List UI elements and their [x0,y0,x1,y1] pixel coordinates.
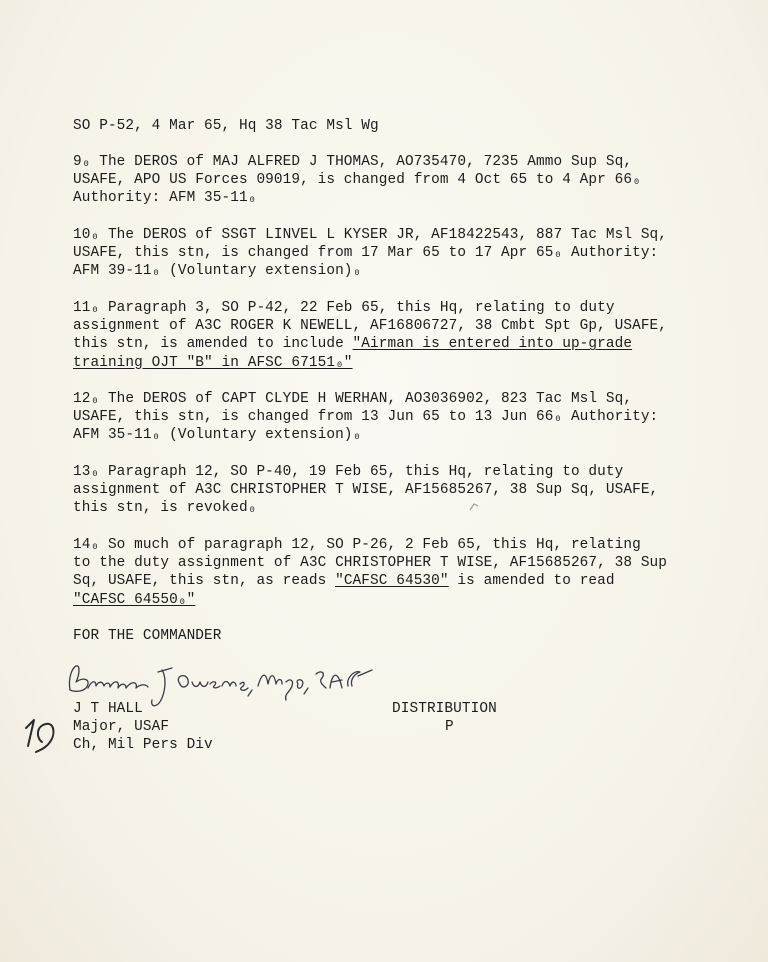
signer-name: J T HALL [73,701,143,717]
paragraph-14-line-3-end: is amended to read [448,573,615,590]
paragraph-10-line-1: 10₀ The DEROS of SSGT LINVEL L KYSER JR, AF18422543, 887 Tac Msl Sq, [73,227,668,243]
paragraph-13-line-2: assignment of A3C CHRISTOPHER T WISE, AF15685267, 38 Sup Sq, USAFE, [73,482,659,499]
paragraph-14-line-1: 14₀ So much of paragraph 12, SO P-26, 2 Feb 65, this Hq, relating [73,537,641,553]
paragraph-12 [73,390,723,445]
paragraph-9-line-3: Authority: AFM 35-11₀ [73,190,257,207]
paragraph-14-line-2: to the duty assignment of A3C CHRISTOPHER T WISE, AF15685267, 38 Sup [73,555,668,572]
paragraph-13-line-3: this stn, is revoked₀ [73,500,257,517]
paragraph-14 [73,536,723,609]
paragraph-11-line-1: 11₀ Paragraph 3, SO P-42, 22 Feb 65, this Hq, relating to duty [73,300,615,316]
signer-office: Ch, Mil Pers Div [73,737,213,754]
paragraph-9-line-2: USAFE, APO US Forces 09019, is changed from 4 Oct 65 to 4 Apr 66₀ [73,172,641,189]
paragraph-11-amendment-part-2: training OJT "B" in AFSC 67151₀" [73,354,353,371]
handwritten-margin-number [22,712,66,756]
paragraph-9 [73,153,723,208]
signer-rank: Major, USAF [73,719,170,736]
distribution-code: P [445,719,454,735]
paragraph-14-line-3: Sq, USAFE, this stn, as reads [73,573,336,590]
paragraph-12-line-3: AFM 35-11₀ (Voluntary extension)₀ [73,427,362,444]
order-header: SO P-52, 4 Mar 65, Hq 38 Tac Msl Wg [73,118,379,134]
paragraph-11-line-3: this stn, is amended to include [73,336,353,353]
paragraph-10-line-2: USAFE, this stn, is changed from 17 Mar 65 to 17 Apr 65₀ Authority: [73,245,659,262]
paragraph-14-new-cafsc: "CAFSC 64550₀" [73,591,196,608]
distribution-label: DISTRIBUTION [392,701,497,717]
closing-line: FOR THE COMMANDER [73,628,222,644]
paper-mark [466,500,482,514]
paragraph-11-line-2: assignment of A3C ROGER K NEWELL, AF16806727, 38 Cmbt Spt Gp, USAFE, [73,318,668,335]
paragraph-13-line-1: 13₀ Paragraph 12, SO P-40, 19 Feb 65, this Hq, relating to duty [73,464,624,480]
paragraph-14-old-cafsc: "CAFSC 64530" [335,573,449,590]
paragraph-10-line-3: AFM 39-11₀ (Voluntary extension)₀ [73,263,362,280]
paragraph-12-line-1: 12₀ The DEROS of CAPT CLYDE H WERHAN, AO3036902, 823 Tac Msl Sq, [73,391,633,407]
paragraph-11-amendment-part-1: "Airman is entered into up-grade [352,336,633,353]
paragraph-10 [73,226,723,281]
paragraph-13 [73,463,723,518]
paragraph-11 [73,299,723,372]
paragraph-9-line-1: 9₀ The DEROS of MAJ ALFRED J THOMAS, AO735470, 7235 Ammo Sup Sq, [73,154,633,170]
paragraph-12-line-2: USAFE, this stn, is changed from 13 Jun 65 to 13 Jun 66₀ Authority: [73,409,659,426]
